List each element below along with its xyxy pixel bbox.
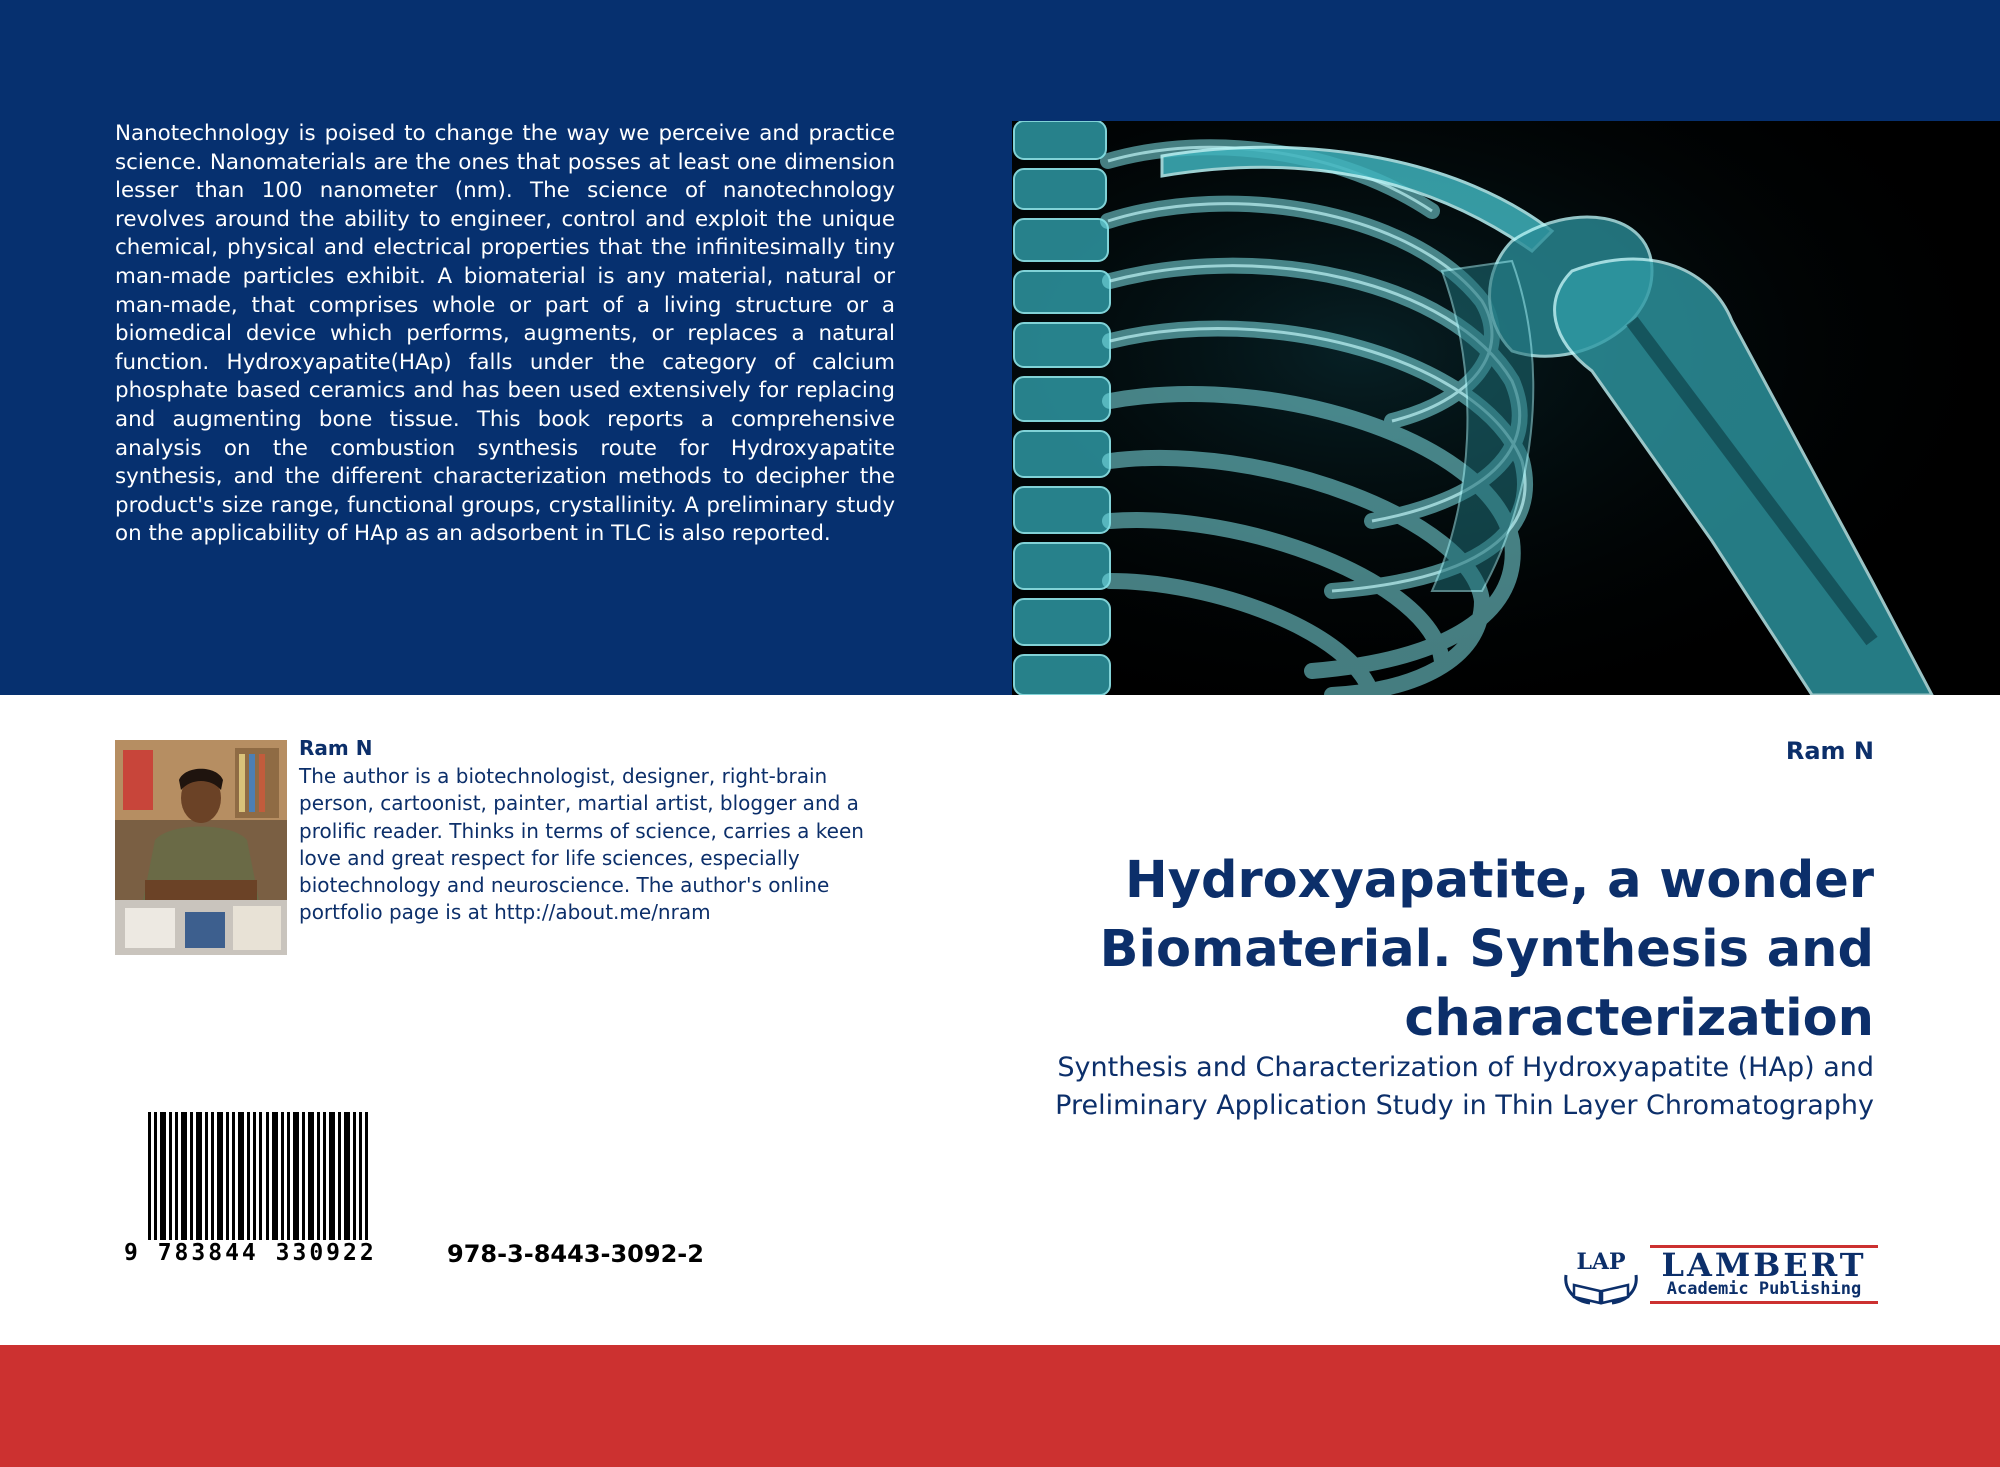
publisher-logo [1560, 1237, 1880, 1307]
book-subtitle: Synthesis and Characterization of Hydroxyapatite (HAp) and Preliminary Application Study in Thin Layer Chromatography [1055, 1052, 1874, 1121]
skeleton-xray-image [1012, 121, 2000, 695]
isbn-number: 978-3-8443-3092-2 [447, 1240, 704, 1268]
front-author-name: Ram N [1785, 737, 1874, 765]
back-author-name: Ram N [299, 736, 373, 760]
author-photo [115, 740, 287, 955]
barcode-digits: 9 783844 330922 [124, 1240, 414, 1266]
publisher-tagline: Academic Publishing [1650, 1279, 1878, 1304]
publisher-name: LAMBERT [1650, 1245, 1878, 1282]
book-title: Hydroxyapatite, a wonder Biomaterial. Synthesis and characterization [1099, 851, 1874, 1048]
author-bio: The author is a biotechnologist, designer, right-brain person, cartoonist, painter, martial artist, blogger and a prolific reader. Thinks in terms of science, carries a keen love and great respect for life sciences, especially biotechnology and neuroscience. The author's online portfolio page is at http://about.me/nram [299, 764, 864, 925]
open-book-laurel-icon [1560, 1237, 1642, 1307]
back-cover-blurb: Nanotechnology is poised to change the way we perceive and practice science. Nanomaterials are the ones that posses at least one dimension lesser than 100 nanometer (nm). The science of nanotechnology revolves around the ability to engineer, control and exploit the unique chemical, physical and electrical properties that the infinitesimally tiny man-made particles exhibit. A biomaterial is any material, natural or man-made, that comprises whole or part of a living structure or a biomedical device which performs, augments, or replaces a natural function. Hydroxyapatite(HAp) falls under the category of calcium phosphate based ceramics and has been used extensively for replacing and augmenting bone tissue. This book reports a comprehensive analysis on the combustion synthesis route for Hydroxyapatite synthesis, and the different characterization methods to decipher the product's size range, functional groups, crystallinity. A preliminary study on the applicability of HAp as an adsorbent in TLC is also reported. [115, 121, 895, 547]
publisher-emblem-text: LAP [1576, 1249, 1626, 1275]
bottom-color-band [0, 1345, 2000, 1467]
